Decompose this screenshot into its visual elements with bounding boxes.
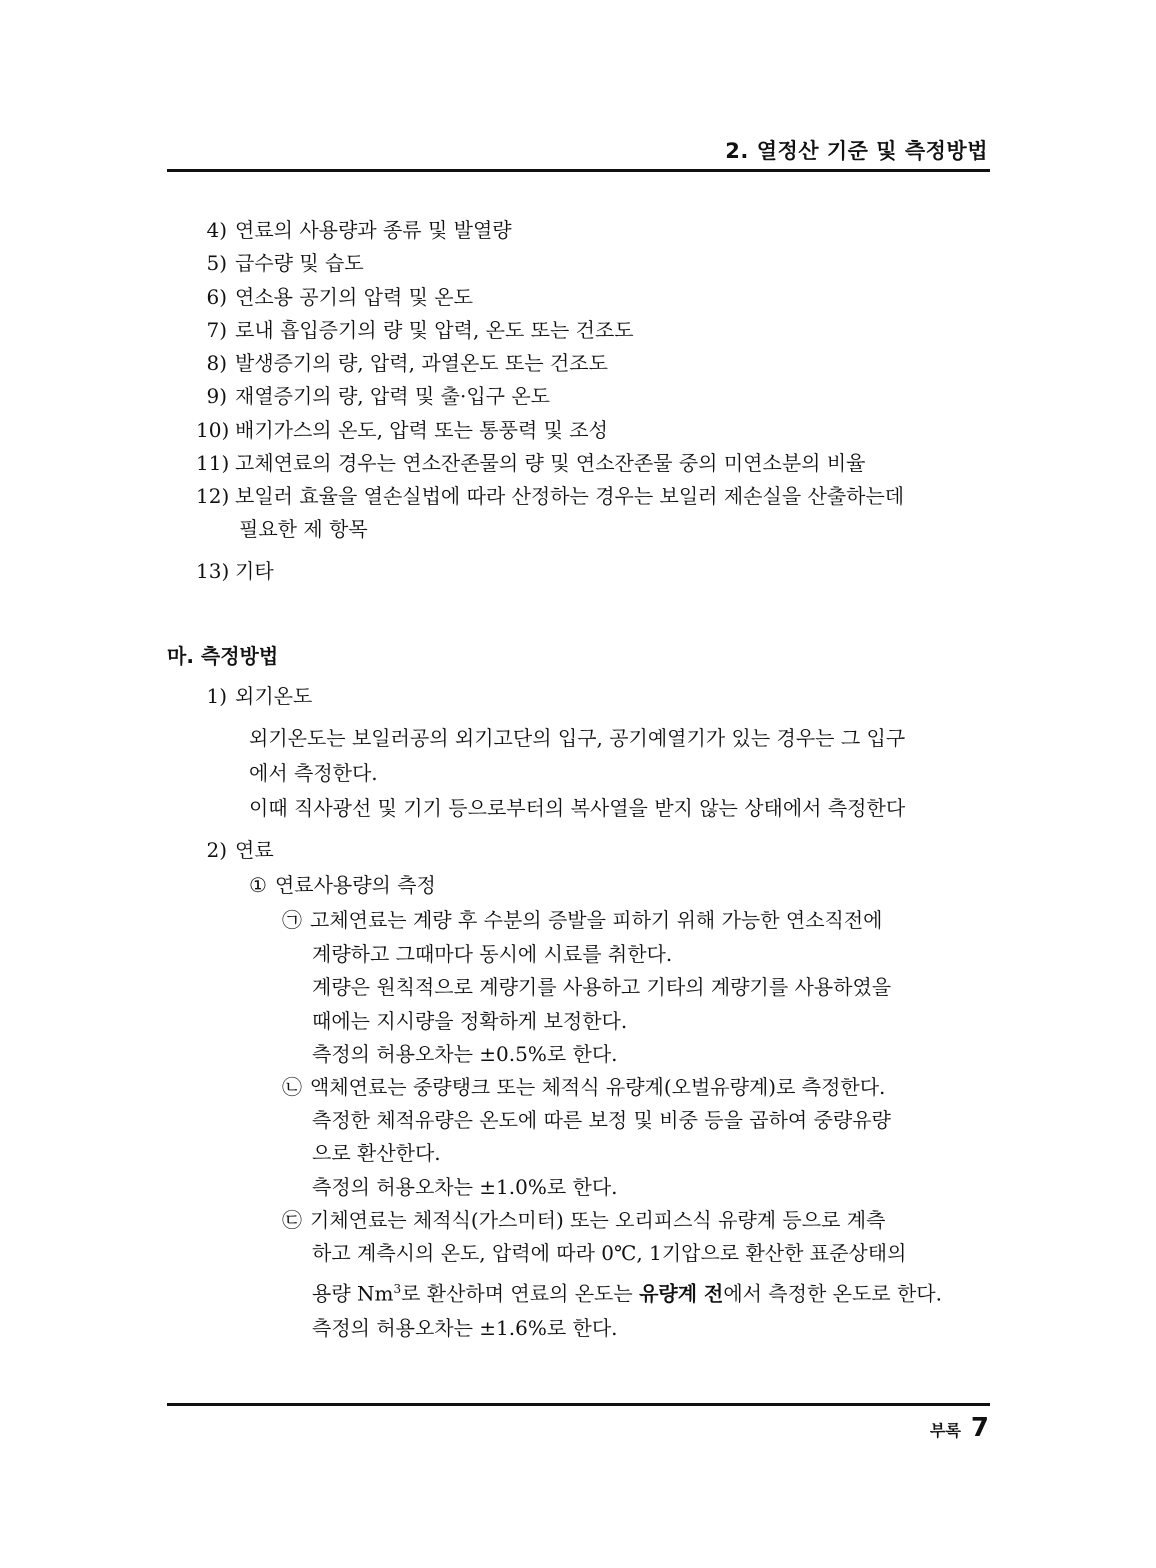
list-item: 10) 배기가스의 온도, 압력 또는 통풍력 및 조성 — [196, 418, 608, 442]
sub-item-line: 용량 Nm$^3$로 환산하며 연료의 온도는 유량계 전에서 측정한 온도로 한다. — [312, 1281, 942, 1306]
sub-item: ㉠ 고체연료는 계량 후 수분의 증발을 피하기 위해 가능한 연소직전에 — [282, 908, 883, 932]
section-heading: 마. 측정방법 — [167, 644, 279, 668]
sub-item-line: 으로 환산한다. — [312, 1141, 441, 1165]
list-item: 9) 재열증기의 량, 압력 및 출·입구 온도 — [206, 384, 550, 408]
sub-item-line: 계량은 원칙적으로 계량기를 사용하고 기타의 계량기를 사용하였을 — [312, 975, 892, 999]
list-item: 7) 로내 흡입증기의 량 및 압력, 온도 또는 건조도 — [206, 318, 634, 342]
header-rule — [167, 169, 990, 172]
list-item: 8) 발생증기의 량, 압력, 과열온도 또는 건조도 — [206, 351, 608, 375]
page-footer — [930, 1413, 989, 1443]
list-item: 12) 보일러 효율을 열손실법에 따라 산정하는 경우는 보일러 제손실을 산출하는데 — [196, 484, 905, 508]
paragraph-line: 이때 직사광선 및 기기 등으로부터의 복사열을 받지 않는 상태에서 측정한다 — [249, 796, 906, 820]
sub-item-line: 하고 계측시의 온도, 압력에 따라 0℃, 1기압으로 환산한 표준상태의 — [312, 1241, 907, 1265]
sub-item-line: 측정의 허용오차는 ±0.5%로 한다. — [312, 1042, 618, 1066]
page-number: 7 — [970, 1413, 989, 1443]
sub-item-line: 측정의 허용오차는 ±1.6%로 한다. — [312, 1316, 618, 1340]
sub-item-line: 측정한 체적유량은 온도에 따른 보정 및 비중 등을 곱하여 중량유량 — [312, 1108, 891, 1132]
footer-label: 부록 — [929, 1421, 961, 1440]
sub-item: ㉢ 기체연료는 체적식(가스미터) 또는 오리피스식 유량계 등으로 계측 — [282, 1208, 886, 1232]
list-item-continuation: 필요한 제 항목 — [239, 517, 368, 541]
sub-item-line: 계량하고 그때마다 동시에 시료를 취한다. — [312, 942, 673, 966]
sub-item-line: 측정의 허용오차는 ±1.0%로 한다. — [312, 1175, 618, 1199]
list-item: 4) 연료의 사용량과 종류 및 발열량 — [206, 218, 512, 242]
sub-item-line: 때에는 지시량을 정확하게 보정한다. — [312, 1009, 628, 1033]
running-header-title: 2. 열정산 기준 및 측정방법 — [725, 139, 988, 163]
list-item: 5) 급수량 및 습도 — [206, 251, 364, 275]
subsection-heading: 2) 연료 — [206, 838, 274, 862]
list-item: 11) 고체연료의 경우는 연소잔존물의 량 및 연소잔존물 중의 미연소분의 비율 — [196, 451, 866, 475]
sub-item: ㉡ 액체연료는 중량탱크 또는 체적식 유량계(오벌유량계)로 측정한다. — [282, 1075, 886, 1099]
paragraph-line: 에서 측정한다. — [249, 761, 378, 785]
footer-rule — [167, 1403, 990, 1406]
bold-emphasis: 유량계 전 — [639, 1281, 724, 1306]
subsection-heading: 1) 외기온도 — [206, 684, 313, 708]
list-item: 13) 기타 — [196, 559, 274, 583]
circled-item-heading: ① 연료사용량의 측정 — [249, 873, 436, 897]
list-item: 6) 연소용 공기의 압력 및 온도 — [206, 285, 473, 309]
paragraph-line: 외기온도는 보일러공의 외기고단의 입구, 공기예열기가 있는 경우는 그 입구 — [249, 726, 906, 750]
